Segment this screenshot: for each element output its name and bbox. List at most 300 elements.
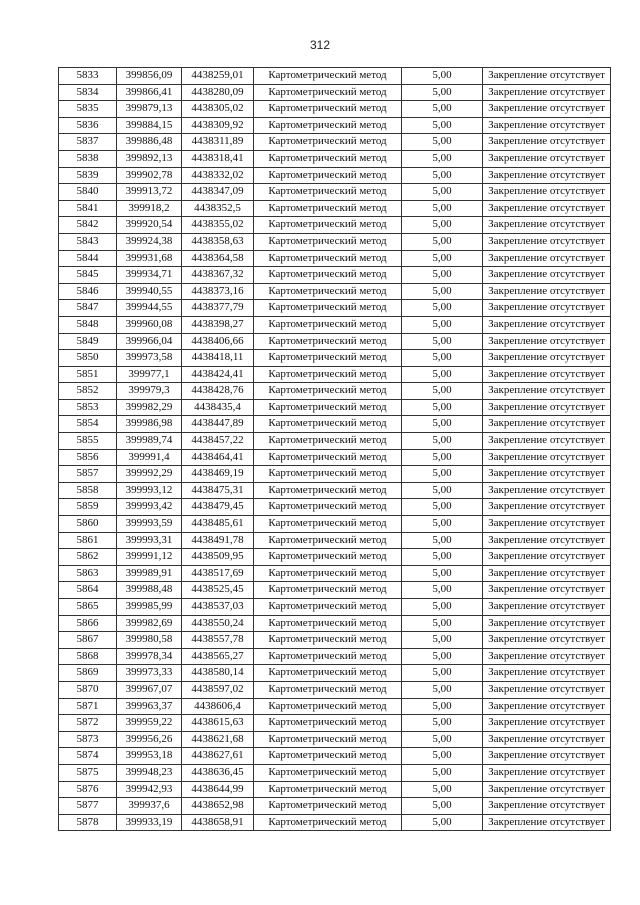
x-coordinate-cell: 399931,68 bbox=[117, 250, 182, 267]
point-number-cell: 5872 bbox=[59, 715, 117, 732]
fixing-cell: Закрепление отсутствует bbox=[483, 615, 611, 632]
error-cell: 5,00 bbox=[402, 615, 483, 632]
x-coordinate-cell: 399960,08 bbox=[117, 316, 182, 333]
method-cell: Картометрический метод bbox=[254, 798, 402, 815]
y-coordinate-cell: 4438464,41 bbox=[182, 449, 254, 466]
point-number-cell: 5862 bbox=[59, 549, 117, 566]
x-coordinate-cell: 399982,29 bbox=[117, 399, 182, 416]
fixing-cell: Закрепление отсутствует bbox=[483, 582, 611, 599]
table-row bbox=[59, 68, 611, 85]
x-coordinate-cell: 399902,78 bbox=[117, 167, 182, 184]
method-cell: Картометрический метод bbox=[254, 250, 402, 267]
point-number-cell: 5861 bbox=[59, 532, 117, 549]
error-cell: 5,00 bbox=[402, 748, 483, 765]
error-cell: 5,00 bbox=[402, 250, 483, 267]
method-cell: Картометрический метод bbox=[254, 117, 402, 134]
table-row bbox=[59, 698, 611, 715]
y-coordinate-cell: 4438565,27 bbox=[182, 648, 254, 665]
fixing-cell: Закрепление отсутствует bbox=[483, 648, 611, 665]
fixing-cell: Закрепление отсутствует bbox=[483, 715, 611, 732]
x-coordinate-cell: 399918,2 bbox=[117, 200, 182, 217]
error-cell: 5,00 bbox=[402, 233, 483, 250]
table-row bbox=[59, 433, 611, 450]
table-row bbox=[59, 748, 611, 765]
y-coordinate-cell: 4438424,41 bbox=[182, 366, 254, 383]
point-number-cell: 5833 bbox=[59, 68, 117, 85]
error-cell: 5,00 bbox=[402, 665, 483, 682]
point-number-cell: 5851 bbox=[59, 366, 117, 383]
error-cell: 5,00 bbox=[402, 516, 483, 533]
x-coordinate-cell: 399993,42 bbox=[117, 499, 182, 516]
y-coordinate-cell: 4438309,92 bbox=[182, 117, 254, 134]
x-coordinate-cell: 399866,41 bbox=[117, 84, 182, 101]
point-number-cell: 5847 bbox=[59, 300, 117, 317]
method-cell: Картометрический метод bbox=[254, 715, 402, 732]
y-coordinate-cell: 4438318,41 bbox=[182, 150, 254, 167]
table-row bbox=[59, 316, 611, 333]
fixing-cell: Закрепление отсутствует bbox=[483, 134, 611, 151]
fixing-cell: Закрепление отсутствует bbox=[483, 250, 611, 267]
coordinates-table-body bbox=[59, 68, 611, 831]
y-coordinate-cell: 4438367,32 bbox=[182, 267, 254, 284]
table-row bbox=[59, 449, 611, 466]
method-cell: Картометрический метод bbox=[254, 150, 402, 167]
table-row bbox=[59, 665, 611, 682]
y-coordinate-cell: 4438652,98 bbox=[182, 798, 254, 815]
error-cell: 5,00 bbox=[402, 764, 483, 781]
method-cell: Картометрический метод bbox=[254, 582, 402, 599]
point-number-cell: 5873 bbox=[59, 731, 117, 748]
page-number: 312 bbox=[309, 38, 331, 52]
table-row bbox=[59, 814, 611, 831]
method-cell: Картометрический метод bbox=[254, 167, 402, 184]
fixing-cell: Закрепление отсутствует bbox=[483, 681, 611, 698]
y-coordinate-cell: 4438479,45 bbox=[182, 499, 254, 516]
fixing-cell: Закрепление отсутствует bbox=[483, 449, 611, 466]
y-coordinate-cell: 4438557,78 bbox=[182, 632, 254, 649]
fixing-cell: Закрепление отсутствует bbox=[483, 781, 611, 798]
table-row bbox=[59, 267, 611, 284]
method-cell: Картометрический метод bbox=[254, 764, 402, 781]
method-cell: Картометрический метод bbox=[254, 681, 402, 698]
method-cell: Картометрический метод bbox=[254, 134, 402, 151]
y-coordinate-cell: 4438621,68 bbox=[182, 731, 254, 748]
error-cell: 5,00 bbox=[402, 217, 483, 234]
error-cell: 5,00 bbox=[402, 681, 483, 698]
method-cell: Картометрический метод bbox=[254, 516, 402, 533]
table-row bbox=[59, 681, 611, 698]
table-row bbox=[59, 582, 611, 599]
point-number-cell: 5857 bbox=[59, 466, 117, 483]
table-row bbox=[59, 648, 611, 665]
error-cell: 5,00 bbox=[402, 549, 483, 566]
point-number-cell: 5878 bbox=[59, 814, 117, 831]
y-coordinate-cell: 4438435,4 bbox=[182, 399, 254, 416]
y-coordinate-cell: 4438491,78 bbox=[182, 532, 254, 549]
point-number-cell: 5836 bbox=[59, 117, 117, 134]
error-cell: 5,00 bbox=[402, 366, 483, 383]
table-row bbox=[59, 84, 611, 101]
error-cell: 5,00 bbox=[402, 283, 483, 300]
point-number-cell: 5870 bbox=[59, 681, 117, 698]
x-coordinate-cell: 399924,38 bbox=[117, 233, 182, 250]
error-cell: 5,00 bbox=[402, 68, 483, 85]
table-row bbox=[59, 350, 611, 367]
fixing-cell: Закрепление отсутствует bbox=[483, 499, 611, 516]
method-cell: Картометрический метод bbox=[254, 233, 402, 250]
error-cell: 5,00 bbox=[402, 449, 483, 466]
error-cell: 5,00 bbox=[402, 632, 483, 649]
x-coordinate-cell: 399989,74 bbox=[117, 433, 182, 450]
x-coordinate-cell: 399886,48 bbox=[117, 134, 182, 151]
fixing-cell: Закрепление отсутствует bbox=[483, 698, 611, 715]
y-coordinate-cell: 4438485,61 bbox=[182, 516, 254, 533]
method-cell: Картометрический метод bbox=[254, 333, 402, 350]
x-coordinate-cell: 399959,22 bbox=[117, 715, 182, 732]
table-row bbox=[59, 167, 611, 184]
point-number-cell: 5855 bbox=[59, 433, 117, 450]
method-cell: Картометрический метод bbox=[254, 101, 402, 118]
x-coordinate-cell: 399913,72 bbox=[117, 184, 182, 201]
method-cell: Картометрический метод bbox=[254, 665, 402, 682]
y-coordinate-cell: 4438457,22 bbox=[182, 433, 254, 450]
fixing-cell: Закрепление отсутствует bbox=[483, 300, 611, 317]
y-coordinate-cell: 4438644,99 bbox=[182, 781, 254, 798]
point-number-cell: 5858 bbox=[59, 482, 117, 499]
x-coordinate-cell: 399991,12 bbox=[117, 549, 182, 566]
y-coordinate-cell: 4438398,27 bbox=[182, 316, 254, 333]
error-cell: 5,00 bbox=[402, 267, 483, 284]
y-coordinate-cell: 4438658,91 bbox=[182, 814, 254, 831]
error-cell: 5,00 bbox=[402, 582, 483, 599]
x-coordinate-cell: 399980,58 bbox=[117, 632, 182, 649]
fixing-cell: Закрепление отсутствует bbox=[483, 101, 611, 118]
table-row bbox=[59, 134, 611, 151]
fixing-cell: Закрепление отсутствует bbox=[483, 117, 611, 134]
point-number-cell: 5867 bbox=[59, 632, 117, 649]
table-row bbox=[59, 466, 611, 483]
method-cell: Картометрический метод bbox=[254, 350, 402, 367]
x-coordinate-cell: 399948,23 bbox=[117, 764, 182, 781]
point-number-cell: 5852 bbox=[59, 383, 117, 400]
table-row bbox=[59, 399, 611, 416]
error-cell: 5,00 bbox=[402, 814, 483, 831]
x-coordinate-cell: 399986,98 bbox=[117, 416, 182, 433]
fixing-cell: Закрепление отсутствует bbox=[483, 748, 611, 765]
table-row bbox=[59, 117, 611, 134]
method-cell: Картометрический метод bbox=[254, 698, 402, 715]
y-coordinate-cell: 4438311,89 bbox=[182, 134, 254, 151]
error-cell: 5,00 bbox=[402, 698, 483, 715]
error-cell: 5,00 bbox=[402, 200, 483, 217]
point-number-cell: 5859 bbox=[59, 499, 117, 516]
error-cell: 5,00 bbox=[402, 117, 483, 134]
method-cell: Картометрический метод bbox=[254, 748, 402, 765]
method-cell: Картометрический метод bbox=[254, 781, 402, 798]
error-cell: 5,00 bbox=[402, 599, 483, 616]
point-number-cell: 5845 bbox=[59, 267, 117, 284]
table-row bbox=[59, 731, 611, 748]
error-cell: 5,00 bbox=[402, 383, 483, 400]
fixing-cell: Закрепление отсутствует bbox=[483, 516, 611, 533]
y-coordinate-cell: 4438428,76 bbox=[182, 383, 254, 400]
point-number-cell: 5877 bbox=[59, 798, 117, 815]
method-cell: Картометрический метод bbox=[254, 399, 402, 416]
table-row bbox=[59, 333, 611, 350]
x-coordinate-cell: 399937,6 bbox=[117, 798, 182, 815]
fixing-cell: Закрепление отсутствует bbox=[483, 399, 611, 416]
fixing-cell: Закрепление отсутствует bbox=[483, 217, 611, 234]
y-coordinate-cell: 4438509,95 bbox=[182, 549, 254, 566]
y-coordinate-cell: 4438447,89 bbox=[182, 416, 254, 433]
method-cell: Картометрический метод bbox=[254, 433, 402, 450]
error-cell: 5,00 bbox=[402, 333, 483, 350]
table-row bbox=[59, 184, 611, 201]
error-cell: 5,00 bbox=[402, 150, 483, 167]
x-coordinate-cell: 399963,37 bbox=[117, 698, 182, 715]
error-cell: 5,00 bbox=[402, 167, 483, 184]
table-row bbox=[59, 499, 611, 516]
error-cell: 5,00 bbox=[402, 499, 483, 516]
y-coordinate-cell: 4438475,31 bbox=[182, 482, 254, 499]
y-coordinate-cell: 4438352,5 bbox=[182, 200, 254, 217]
error-cell: 5,00 bbox=[402, 466, 483, 483]
y-coordinate-cell: 4438615,63 bbox=[182, 715, 254, 732]
y-coordinate-cell: 4438364,58 bbox=[182, 250, 254, 267]
fixing-cell: Закрепление отсутствует bbox=[483, 466, 611, 483]
fixing-cell: Закрепление отсутствует bbox=[483, 233, 611, 250]
x-coordinate-cell: 399988,48 bbox=[117, 582, 182, 599]
method-cell: Картометрический метод bbox=[254, 466, 402, 483]
fixing-cell: Закрепление отсутствует bbox=[483, 814, 611, 831]
point-number-cell: 5875 bbox=[59, 764, 117, 781]
error-cell: 5,00 bbox=[402, 532, 483, 549]
y-coordinate-cell: 4438597,02 bbox=[182, 681, 254, 698]
point-number-cell: 5841 bbox=[59, 200, 117, 217]
method-cell: Картометрический метод bbox=[254, 499, 402, 516]
table-row bbox=[59, 283, 611, 300]
y-coordinate-cell: 4438355,02 bbox=[182, 217, 254, 234]
table-row bbox=[59, 150, 611, 167]
error-cell: 5,00 bbox=[402, 648, 483, 665]
point-number-cell: 5839 bbox=[59, 167, 117, 184]
table-row bbox=[59, 101, 611, 118]
error-cell: 5,00 bbox=[402, 134, 483, 151]
fixing-cell: Закрепление отсутствует bbox=[483, 764, 611, 781]
fixing-cell: Закрепление отсутствует bbox=[483, 433, 611, 450]
table-row bbox=[59, 798, 611, 815]
y-coordinate-cell: 4438377,79 bbox=[182, 300, 254, 317]
point-number-cell: 5853 bbox=[59, 399, 117, 416]
x-coordinate-cell: 399985,99 bbox=[117, 599, 182, 616]
fixing-cell: Закрепление отсутствует bbox=[483, 283, 611, 300]
x-coordinate-cell: 399973,58 bbox=[117, 350, 182, 367]
x-coordinate-cell: 399953,18 bbox=[117, 748, 182, 765]
table-row bbox=[59, 632, 611, 649]
fixing-cell: Закрепление отсутствует bbox=[483, 599, 611, 616]
method-cell: Картометрический метод bbox=[254, 482, 402, 499]
method-cell: Картометрический метод bbox=[254, 217, 402, 234]
table-row bbox=[59, 599, 611, 616]
table-row bbox=[59, 250, 611, 267]
y-coordinate-cell: 4438627,61 bbox=[182, 748, 254, 765]
method-cell: Картометрический метод bbox=[254, 449, 402, 466]
point-number-cell: 5834 bbox=[59, 84, 117, 101]
y-coordinate-cell: 4438525,45 bbox=[182, 582, 254, 599]
point-number-cell: 5856 bbox=[59, 449, 117, 466]
method-cell: Картометрический метод bbox=[254, 565, 402, 582]
fixing-cell: Закрепление отсутствует bbox=[483, 167, 611, 184]
table-row bbox=[59, 565, 611, 582]
y-coordinate-cell: 4438636,45 bbox=[182, 764, 254, 781]
point-number-cell: 5863 bbox=[59, 565, 117, 582]
method-cell: Картометрический метод bbox=[254, 532, 402, 549]
fixing-cell: Закрепление отсутствует bbox=[483, 665, 611, 682]
point-number-cell: 5843 bbox=[59, 233, 117, 250]
x-coordinate-cell: 399967,07 bbox=[117, 681, 182, 698]
method-cell: Картометрический метод bbox=[254, 68, 402, 85]
fixing-cell: Закрепление отсутствует bbox=[483, 200, 611, 217]
method-cell: Картометрический метод bbox=[254, 632, 402, 649]
point-number-cell: 5837 bbox=[59, 134, 117, 151]
x-coordinate-cell: 399956,26 bbox=[117, 731, 182, 748]
error-cell: 5,00 bbox=[402, 781, 483, 798]
method-cell: Картометрический метод bbox=[254, 316, 402, 333]
fixing-cell: Закрепление отсутствует bbox=[483, 632, 611, 649]
method-cell: Картометрический метод bbox=[254, 300, 402, 317]
fixing-cell: Закрепление отсутствует bbox=[483, 333, 611, 350]
method-cell: Картометрический метод bbox=[254, 383, 402, 400]
fixing-cell: Закрепление отсутствует bbox=[483, 549, 611, 566]
fixing-cell: Закрепление отсутствует bbox=[483, 267, 611, 284]
point-number-cell: 5864 bbox=[59, 582, 117, 599]
x-coordinate-cell: 399892,13 bbox=[117, 150, 182, 167]
fixing-cell: Закрепление отсутствует bbox=[483, 565, 611, 582]
table-row bbox=[59, 233, 611, 250]
error-cell: 5,00 bbox=[402, 565, 483, 582]
table-row bbox=[59, 532, 611, 549]
method-cell: Картометрический метод bbox=[254, 648, 402, 665]
point-number-cell: 5846 bbox=[59, 283, 117, 300]
x-coordinate-cell: 399934,71 bbox=[117, 267, 182, 284]
x-coordinate-cell: 399978,34 bbox=[117, 648, 182, 665]
x-coordinate-cell: 399879,13 bbox=[117, 101, 182, 118]
y-coordinate-cell: 4438537,03 bbox=[182, 599, 254, 616]
y-coordinate-cell: 4438373,16 bbox=[182, 283, 254, 300]
point-number-cell: 5868 bbox=[59, 648, 117, 665]
y-coordinate-cell: 4438280,09 bbox=[182, 84, 254, 101]
point-number-cell: 5871 bbox=[59, 698, 117, 715]
fixing-cell: Закрепление отсутствует bbox=[483, 68, 611, 85]
x-coordinate-cell: 399973,33 bbox=[117, 665, 182, 682]
fixing-cell: Закрепление отсутствует bbox=[483, 350, 611, 367]
fixing-cell: Закрепление отсутствует bbox=[483, 731, 611, 748]
table-row bbox=[59, 615, 611, 632]
x-coordinate-cell: 399942,93 bbox=[117, 781, 182, 798]
method-cell: Картометрический метод bbox=[254, 267, 402, 284]
table-row bbox=[59, 764, 611, 781]
error-cell: 5,00 bbox=[402, 101, 483, 118]
y-coordinate-cell: 4438469,19 bbox=[182, 466, 254, 483]
fixing-cell: Закрепление отсутствует bbox=[483, 150, 611, 167]
table-row bbox=[59, 516, 611, 533]
error-cell: 5,00 bbox=[402, 84, 483, 101]
fixing-cell: Закрепление отсутствует bbox=[483, 798, 611, 815]
point-number-cell: 5860 bbox=[59, 516, 117, 533]
table-row bbox=[59, 781, 611, 798]
x-coordinate-cell: 399977,1 bbox=[117, 366, 182, 383]
method-cell: Картометрический метод bbox=[254, 549, 402, 566]
method-cell: Картометрический метод bbox=[254, 283, 402, 300]
error-cell: 5,00 bbox=[402, 416, 483, 433]
error-cell: 5,00 bbox=[402, 798, 483, 815]
x-coordinate-cell: 399979,3 bbox=[117, 383, 182, 400]
y-coordinate-cell: 4438517,69 bbox=[182, 565, 254, 582]
error-cell: 5,00 bbox=[402, 731, 483, 748]
point-number-cell: 5838 bbox=[59, 150, 117, 167]
y-coordinate-cell: 4438406,66 bbox=[182, 333, 254, 350]
error-cell: 5,00 bbox=[402, 482, 483, 499]
table-row bbox=[59, 217, 611, 234]
method-cell: Картометрический метод bbox=[254, 731, 402, 748]
fixing-cell: Закрепление отсутствует bbox=[483, 366, 611, 383]
error-cell: 5,00 bbox=[402, 715, 483, 732]
fixing-cell: Закрепление отсутствует bbox=[483, 482, 611, 499]
y-coordinate-cell: 4438305,02 bbox=[182, 101, 254, 118]
y-coordinate-cell: 4438332,02 bbox=[182, 167, 254, 184]
method-cell: Картометрический метод bbox=[254, 615, 402, 632]
method-cell: Картометрический метод bbox=[254, 814, 402, 831]
x-coordinate-cell: 399856,09 bbox=[117, 68, 182, 85]
table-row bbox=[59, 482, 611, 499]
y-coordinate-cell: 4438580,14 bbox=[182, 665, 254, 682]
x-coordinate-cell: 399989,91 bbox=[117, 565, 182, 582]
y-coordinate-cell: 4438550,24 bbox=[182, 615, 254, 632]
fixing-cell: Закрепление отсутствует bbox=[483, 532, 611, 549]
method-cell: Картометрический метод bbox=[254, 84, 402, 101]
x-coordinate-cell: 399933,19 bbox=[117, 814, 182, 831]
fixing-cell: Закрепление отсутствует bbox=[483, 416, 611, 433]
method-cell: Картометрический метод bbox=[254, 366, 402, 383]
x-coordinate-cell: 399992,29 bbox=[117, 466, 182, 483]
point-number-cell: 5835 bbox=[59, 101, 117, 118]
table-row bbox=[59, 300, 611, 317]
x-coordinate-cell: 399991,4 bbox=[117, 449, 182, 466]
table-row bbox=[59, 383, 611, 400]
x-coordinate-cell: 399966,04 bbox=[117, 333, 182, 350]
point-number-cell: 5840 bbox=[59, 184, 117, 201]
point-number-cell: 5849 bbox=[59, 333, 117, 350]
x-coordinate-cell: 399982,69 bbox=[117, 615, 182, 632]
table-row bbox=[59, 366, 611, 383]
error-cell: 5,00 bbox=[402, 184, 483, 201]
point-number-cell: 5850 bbox=[59, 350, 117, 367]
error-cell: 5,00 bbox=[402, 399, 483, 416]
fixing-cell: Закрепление отсутствует bbox=[483, 383, 611, 400]
x-coordinate-cell: 399884,15 bbox=[117, 117, 182, 134]
error-cell: 5,00 bbox=[402, 433, 483, 450]
point-number-cell: 5842 bbox=[59, 217, 117, 234]
y-coordinate-cell: 4438606,4 bbox=[182, 698, 254, 715]
y-coordinate-cell: 4438418,11 bbox=[182, 350, 254, 367]
x-coordinate-cell: 399993,12 bbox=[117, 482, 182, 499]
method-cell: Картометрический метод bbox=[254, 599, 402, 616]
method-cell: Картометрический метод bbox=[254, 184, 402, 201]
error-cell: 5,00 bbox=[402, 300, 483, 317]
y-coordinate-cell: 4438358,63 bbox=[182, 233, 254, 250]
error-cell: 5,00 bbox=[402, 350, 483, 367]
point-number-cell: 5848 bbox=[59, 316, 117, 333]
